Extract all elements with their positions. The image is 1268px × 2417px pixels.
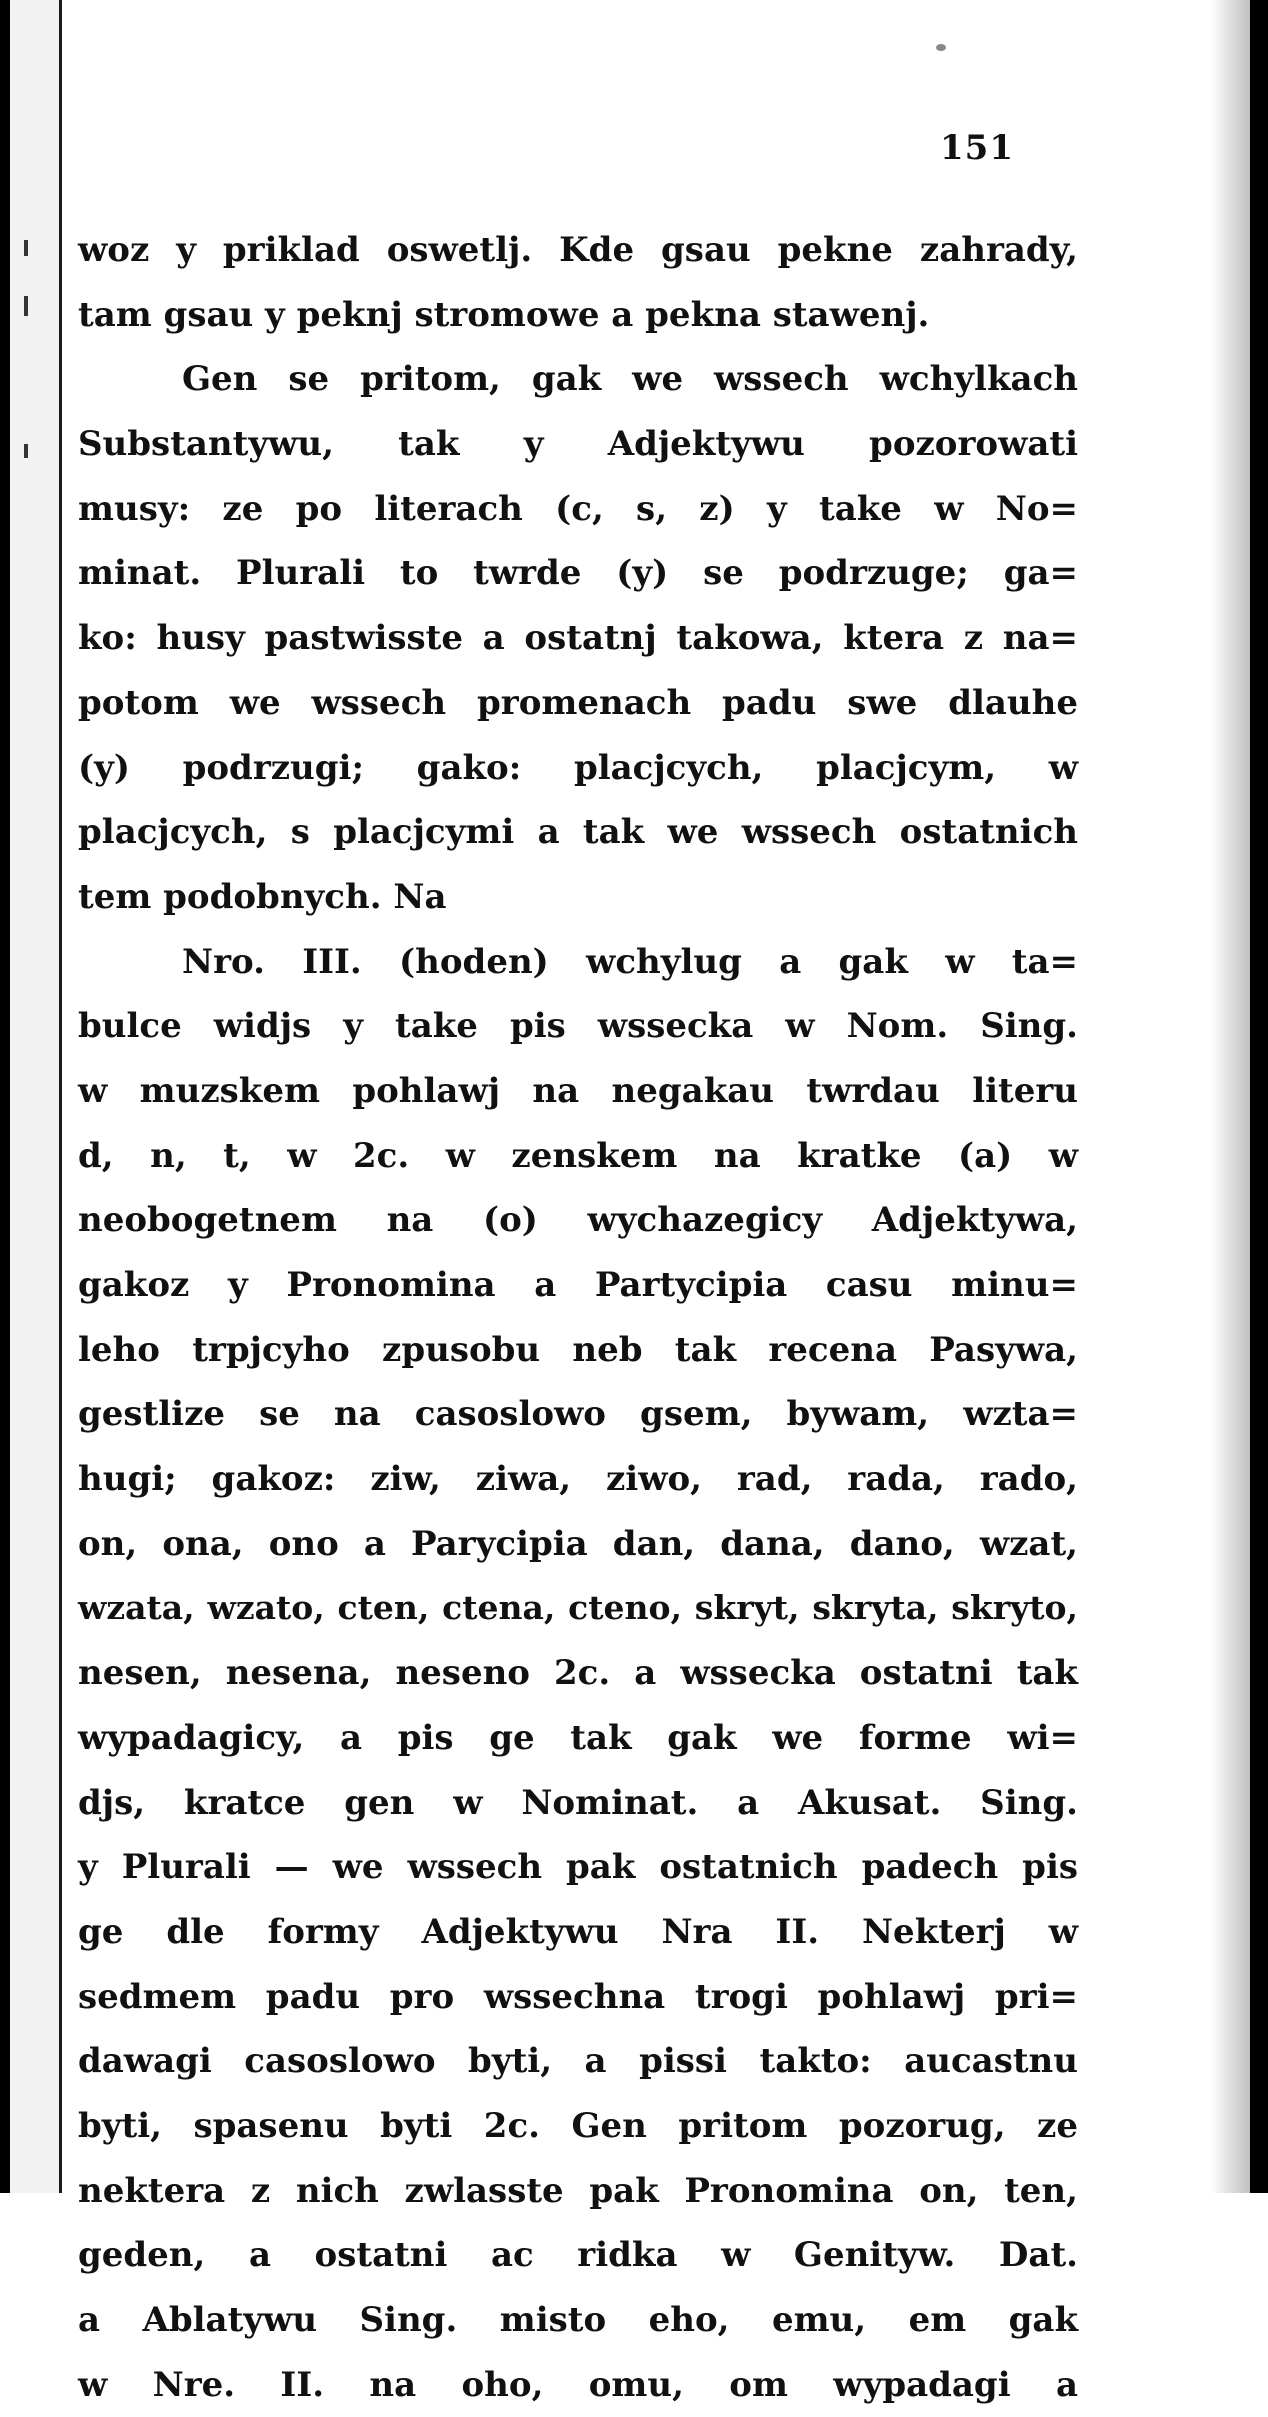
text-line: woz y priklad oswetlj. Kde gsau pekne zahrady, xyxy=(78,230,1078,270)
text-line: w Nre. II. na oho, omu, om wypadagi a xyxy=(78,2364,1078,2405)
text-line: nesen, nesena, neseno 2c. a wssecka ostatni tak xyxy=(78,1653,1078,1694)
text-line: potom we wssech promenach padu swe dlauhe xyxy=(78,682,1078,723)
text-line: Gen se pritom, gak we wssech wchylkach xyxy=(182,359,1078,400)
page-number: 151 xyxy=(940,128,1014,168)
text-line: byti, spasenu byti 2c. Gen pritom pozorug, ze xyxy=(78,2105,1078,2146)
text-line: y Plurali — we wssech pak ostatnich padech pis xyxy=(78,1847,1078,1888)
text-line: tem podobnych. Na xyxy=(78,876,447,917)
text-line: gakoz y Pronomina a Partycipia casu minu= xyxy=(78,1265,1078,1305)
text-line: djs, kratce gen w Nominat. a Akusat. Sing. xyxy=(78,1782,1078,1823)
text-line: wzata, wzato, cten, ctena, cteno, skryt, skryta, skryto, xyxy=(78,1588,1078,1628)
text-line: placjcych, s placjcymi a tak we wssech ostatnich xyxy=(78,812,1078,853)
text-line: musy: ze po literach (c, s, z) y take w No= xyxy=(78,488,1078,529)
text-line: dawagi casoslowo byti, a pissi takto: aucastnu xyxy=(78,2041,1078,2082)
text-line: ko: husy pastwisste a ostatnj takowa, ktera z na= xyxy=(78,618,1078,659)
binding-gutter xyxy=(10,0,62,2193)
text-line: nektera z nich zwlasste pak Pronomina on, ten, xyxy=(78,2170,1078,2211)
page-edge-shadow xyxy=(1210,0,1250,2193)
text-line: geden, a ostatni ac ridka w Genityw. Dat. xyxy=(78,2235,1078,2276)
text-line: leho trpjcyho zpusobu neb tak recena Pasywa, xyxy=(78,1329,1078,1370)
scan-border-right xyxy=(1250,0,1268,2193)
scan-border-left xyxy=(0,0,10,2193)
text-line: neobogetnem na (o) wychazegicy Adjektywa, xyxy=(78,1200,1078,1241)
text-line: wypadagicy, a pis ge tak gak we forme wi= xyxy=(78,1717,1078,1758)
text-line: tam gsau y peknj stromowe a pekna stawenj. xyxy=(78,294,930,335)
text-line: ge dle formy Adjektywu Nra II. Nekterj w xyxy=(78,1911,1078,1952)
text-line: Substantywu, tak y Adjektywu pozorowati xyxy=(78,424,1078,465)
text-line: w muzskem pohlawj na negakau twrdau literu xyxy=(78,1070,1078,1111)
text-line: bulce widjs y take pis wssecka w Nom. Sing. xyxy=(78,1006,1078,1047)
gutter-mark xyxy=(24,296,28,316)
text-line: minat. Plurali to twrde (y) se podrzuge; ga= xyxy=(78,553,1078,594)
text-line: (y) podrzugi; gako: placjcych, placjcym, w xyxy=(78,747,1078,788)
text-line: gestlize se na casoslowo gsem, bywam, wzta= xyxy=(78,1394,1078,1435)
text-line: d, n, t, w 2c. w zenskem na kratke (a) w xyxy=(78,1135,1078,1176)
body-text xyxy=(78,218,1078,2417)
text-line: on, ona, ono a Parycipia dan, dana, dano, wzat, xyxy=(78,1523,1078,1564)
gutter-mark xyxy=(24,444,28,458)
text-line: a Ablatywu Sing. misto eho, emu, em gak xyxy=(78,2300,1078,2340)
text-line: Nro. III. (hoden) wchylug a gak w ta= xyxy=(182,941,1078,982)
text-line: sedmem padu pro wssechna trogi pohlawj pri= xyxy=(78,1976,1078,2017)
paper-speck xyxy=(936,44,946,51)
text-line: hugi; gakoz: ziw, ziwa, ziwo, rad, rada, rado, xyxy=(78,1459,1078,1500)
gutter-mark xyxy=(24,240,28,256)
